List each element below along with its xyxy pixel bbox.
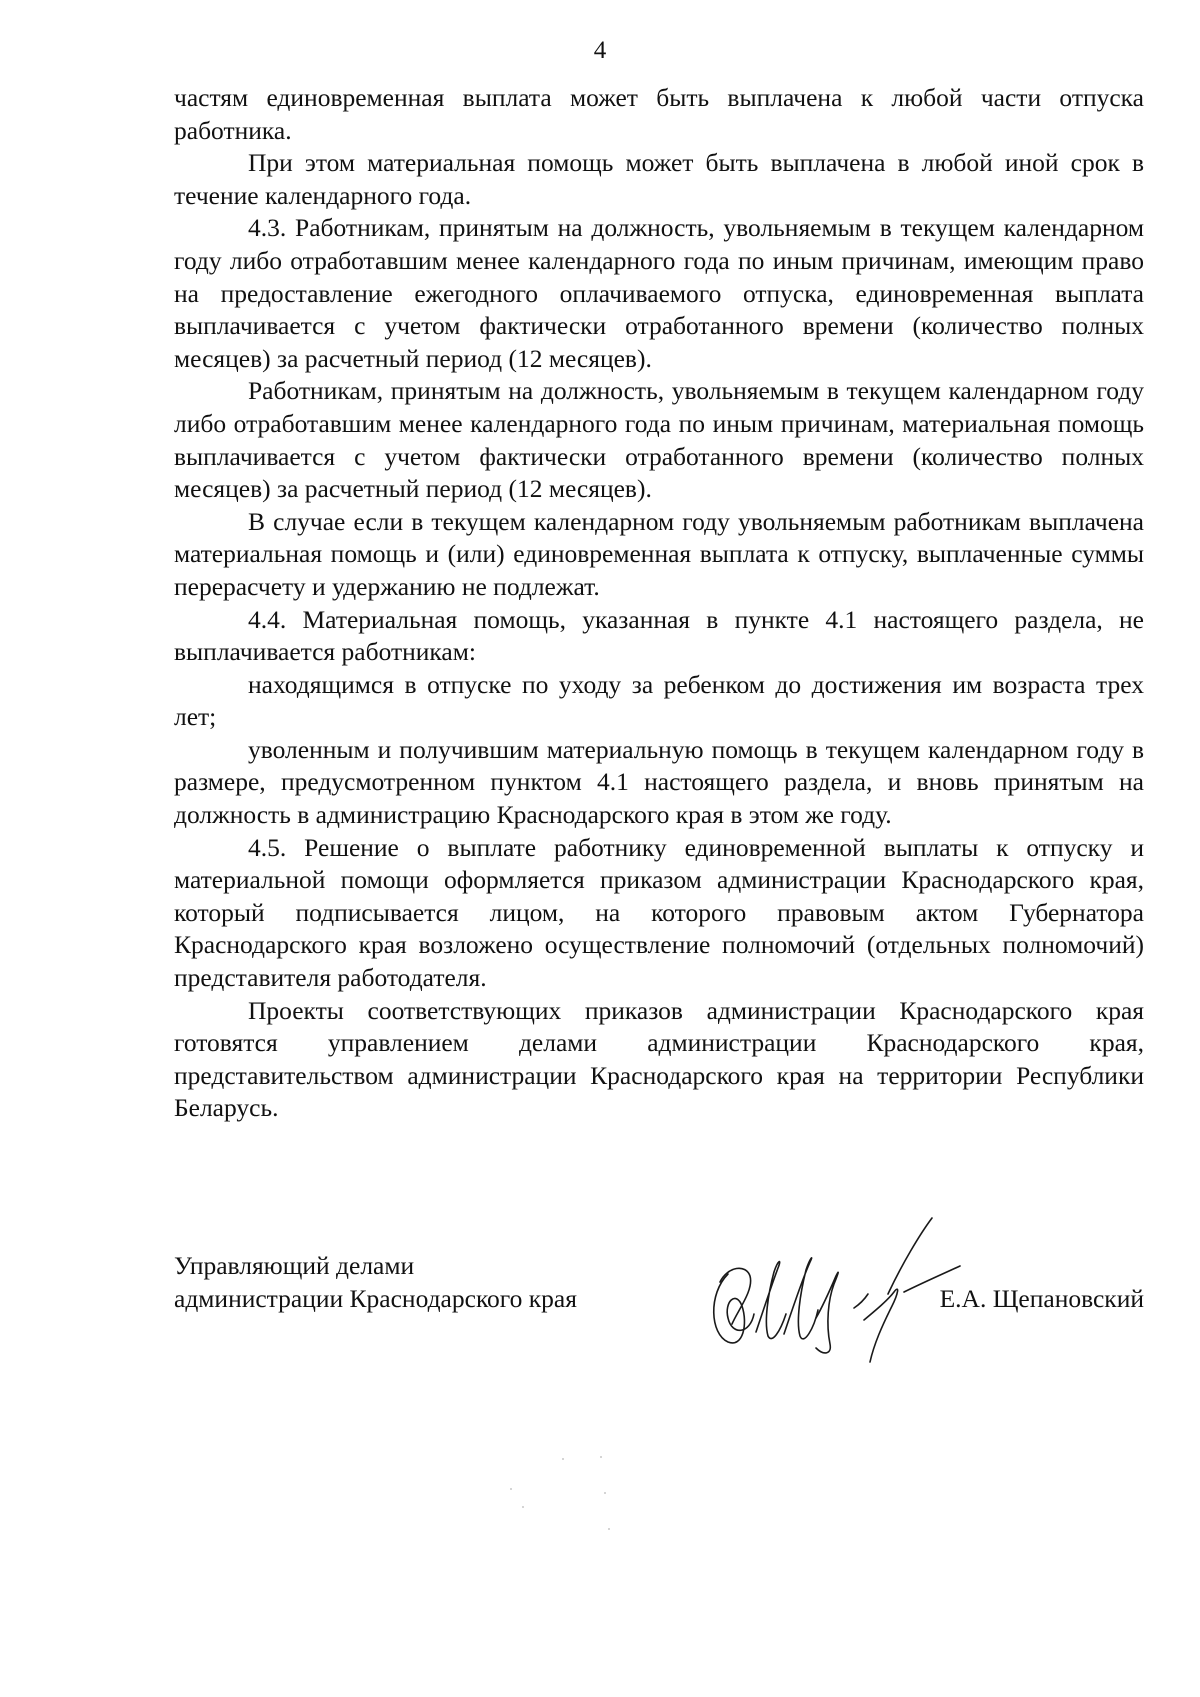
- paragraph: В случае если в текущем календарном году увольняемым работникам выплачена материальная помощь и (или) единовременная выплата к отпуску, выплаченные суммы перерасчету и удержанию не подлежат.: [174, 506, 1144, 601]
- scan-speck: [600, 1456, 602, 1458]
- paragraph: При этом материальная помощь может быть выплачена в любой иной срок в течение календарного года.: [174, 148, 1144, 210]
- signature-block: [174, 1250, 1144, 1370]
- paragraph-clause-4-4: 4.4. Материальная помощь, указанная в пункте 4.1 настоящего раздела, не выплачивается работникам:: [174, 604, 1144, 667]
- paragraph-clause-4-5: 4.5. Решение о выплате работнику единовременной выплаты к отпуску и материальной помощи оформляется приказом администрации Краснодарского края, который подписывается лицом, на которого правовым актом Губернатора Краснодарского края возложено осуществление полномочий (отдельных полномочий) представителя работодателя.: [174, 832, 1144, 993]
- scan-speck: [604, 1492, 606, 1494]
- paragraph: Работникам, принятым на должность, увольняемым в текущем календарном году либо отработавшим менее календарного года по иным причинам, материальная помощь выплачивается с учетом фактически отработанного времени (количество полных месяцев) за расчетный период (12 месяцев).: [174, 376, 1144, 504]
- scan-speck: [510, 1488, 512, 1490]
- scan-speck: [608, 1528, 610, 1530]
- signatory-title-line: администрации Краснодарского края: [174, 1283, 577, 1313]
- paragraph-continuation: частям единовременная выплата может быть выплачена к любой части отпуска работника.: [174, 83, 1144, 145]
- signatory-title-line: Управляющий делами: [174, 1251, 415, 1280]
- document-body: [174, 82, 1144, 1125]
- scan-speck: [522, 1506, 524, 1508]
- scan-speck: [562, 1458, 564, 1460]
- signatory-title: [174, 1250, 577, 1315]
- paragraph: Проекты соответствующих приказов администрации Краснодарского края готовятся управлением делами администрации Краснодарского края, представительством администрации Краснодарского края на территории Республики Беларусь.: [174, 995, 1144, 1123]
- page-number: 4: [593, 37, 607, 64]
- list-item: находящимся в отпуске по уходу за ребенком до достижения им возраста трех лет;: [174, 669, 1144, 732]
- signatory-name: Е.А. Щепановский: [939, 1283, 1144, 1313]
- paragraph-clause-4-3: 4.3. Работникам, принятым на должность, увольняемым в текущем календарном году либо отработавшим менее календарного года по иным причинам, имеющим право на предоставление ежегодного оплачиваемого отпуска, единовременная выплата выплачивается с учетом фактически отработанного времени (количество полных месяцев) за расчетный период (12 месяцев).: [174, 213, 1144, 373]
- list-item: уволенным и получившим материальную помощь в текущем календарном году в размере, предусмотренном пунктом 4.1 настоящего раздела, и вновь принятым на должность в администрацию Краснодарского края в этом же году.: [174, 734, 1144, 830]
